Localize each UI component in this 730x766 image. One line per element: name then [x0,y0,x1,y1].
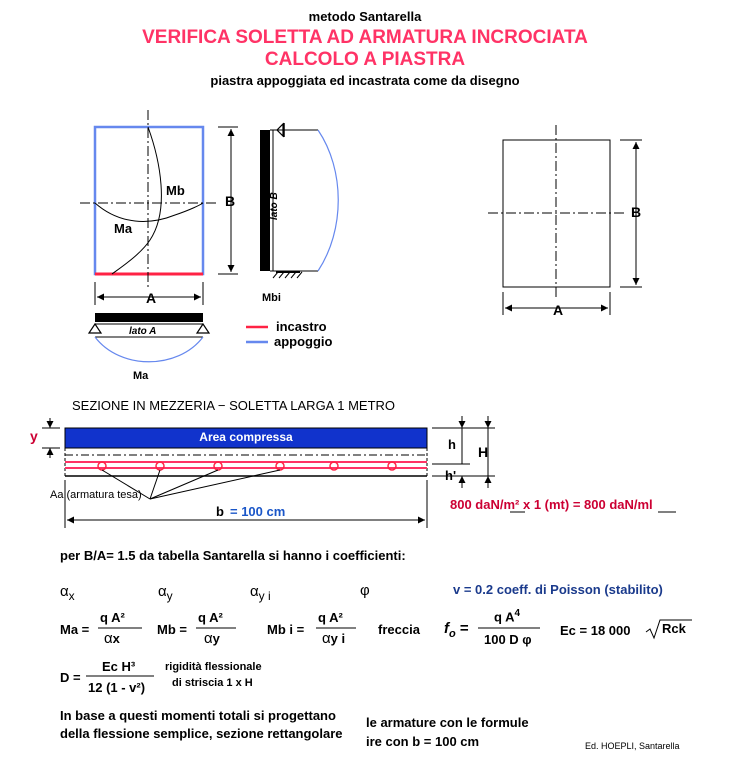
label-b-width: b [216,504,224,519]
rigidita-line1: rigidità flessionale [165,661,262,673]
description: piastra appoggiata ed incastrata come da disegno [210,73,520,88]
main-title: VERIFICA SOLETTA AD ARMATURA INCROCIATA [142,27,588,48]
ma-lhs: Ma = [60,622,90,637]
rigidita-line2: di striscia 1 x H [172,677,253,689]
fo-numerator: q $A^4$ [494,608,521,625]
mb-numerator: q A² [198,610,223,625]
label-H: H [478,444,489,460]
label-ma-bottom: Ma [133,370,149,382]
footer-line1a: In base a questi momenti totali si progettano [60,708,336,723]
mb-denominator: αy [204,630,220,647]
coef-phi: φ [360,582,370,599]
poisson-note: v = 0.2 coeff. di Poisson (stabilito) [453,582,663,597]
label-h-prime: h' [445,468,457,483]
credit: Ed. HOEPLI, Santarella [585,741,680,751]
label-mb: Mb [166,183,185,198]
coef-alpha-y: $\alpha_y$ [158,583,173,603]
load-formula: 800 daN/m² x 1 (mt) = 800 daN/ml [450,497,653,512]
method-label: metodo Santarella [308,9,422,24]
mbi-numerator: q A² [318,610,343,625]
label-lato-b: lato B [269,192,280,220]
fo-lhs: $f_o$ = [444,620,469,640]
mbi-lhs: Mb i = [267,622,305,637]
rck-label: Rck [662,621,686,636]
ec-formula: Ec = 18 000 [560,623,631,638]
label-b-right: B [631,204,642,220]
d-lhs: D = [60,670,81,685]
d-denominator: 12 (1 - v²) [88,680,146,695]
area-compressa-label: Area compressa [199,430,293,444]
label-lato-a: lato A [129,326,157,337]
label-mbi: Mbi [262,292,281,304]
footer-line2b: ire con b = 100 cm [366,734,480,749]
footer-line2a: della flessione semplice, sezione rettangolare [60,726,343,741]
coef-alpha-yi: $\alpha_{y i}$ [250,583,271,603]
main-subtitle: CALCOLO A PIASTRA [264,49,466,70]
ma-numerator: q A² [100,610,125,625]
fo-denominator: 100 D φ [484,632,532,647]
mbi-denominator: αy i [322,630,346,647]
ma-denominator: αx [104,630,120,647]
coefficients-intro: per B/A= 1.5 da tabella Santarella si hanno i coefficienti: [60,548,406,563]
mb-lhs: Mb = [157,622,187,637]
legend-appoggio: appoggio [274,334,333,349]
left-plate [80,110,238,305]
freccia-label: freccia [378,622,420,637]
label-b-left: B [225,193,236,209]
d-numerator: Ec H³ [102,659,136,674]
label-b-value: = 100 cm [230,504,286,519]
label-y: y [30,428,38,444]
label-a-right: A [553,302,564,318]
label-a-left: A [146,290,157,306]
beam-lato-a [89,313,209,362]
label-armatura: Aa (armatura tesa) [50,489,142,501]
label-h: h [448,437,456,452]
footer-line1b: le armature con le formule [366,715,529,730]
label-ma: Ma [114,221,133,236]
right-plate [488,125,642,315]
legend-incastro: incastro [276,319,327,334]
section-title: SEZIONE IN MEZZERIA − SOLETTA LARGA 1 METRO [72,398,396,413]
coef-alpha-x: $\alpha_x$ [60,583,75,603]
